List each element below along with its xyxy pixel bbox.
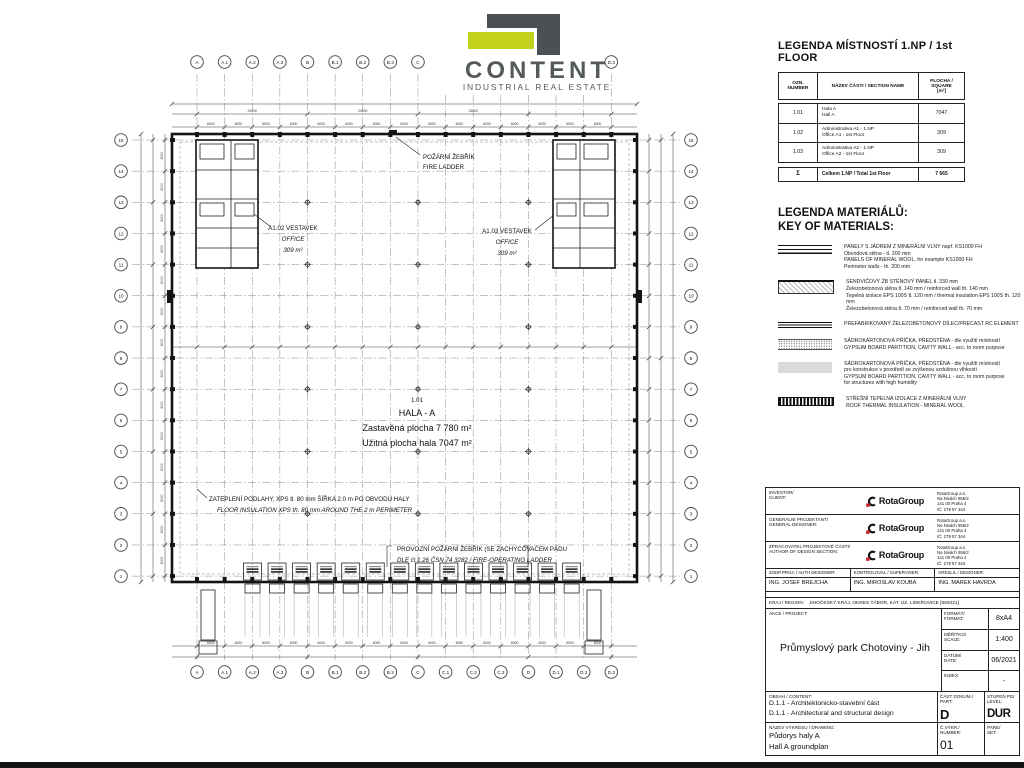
dock-leveler [491,584,506,593]
material-text: SÁDROKARTONOVÁ PŘÍČKA, PŘEDSTĚNA - dle využití místností pro konstrukce v prostředí se zvýšenou vzdušnou vlhkostí GYPSUM BOARD PARTITION, CAVITY WALL - acc. to room purpose for structures with high humidity [844,360,1005,387]
office-a2-label: 309 m² [497,250,517,257]
column-header-number: OZN. NUMBER [779,73,818,99]
room-area: 309 [937,129,946,136]
room-area: 309 [937,149,946,156]
dim-label: 6000 [455,122,464,126]
person-name: ING. MAREK HAVRDA [938,580,996,586]
dim-label: 9 [119,324,123,330]
dim-label: 14 [118,168,124,174]
dim-label: 6000 [160,432,164,440]
dim-label: 6000 [160,214,164,222]
dock-leveler [392,584,407,593]
project-name: Průmyslový park Chotoviny - Jih [780,642,930,655]
material-swatch-icon [778,339,832,350]
dim-label: 6000 [207,641,215,645]
dim-label: D.2 [580,669,588,675]
dim-label: B [305,59,310,65]
dim-label: 6000 [160,151,164,160]
dim-label: 8 [689,355,693,361]
dim-label: D.1 [552,669,560,675]
truck-trailer [587,590,601,640]
dim-label: 6000 [160,369,164,378]
dim-label: 13 [688,200,694,206]
dim-label: 6000 [427,122,436,126]
dim-label: 1 [119,573,123,579]
materials-title-cz: LEGENDA MATERIÁLŮ: [778,207,908,219]
dim-label: 6000 [160,338,164,347]
person-name: ING. MIROSLAV KOUBA [853,580,917,586]
meta-row [942,629,1019,650]
room-legend-sum-row [778,167,965,182]
dock-shelter [541,567,553,574]
dim-label: B.2 [359,59,367,65]
dim-label: A.2 [248,669,256,675]
dim-label: 6000 [289,641,298,645]
material-swatch-icon [778,322,832,329]
dim-label: 6000 [510,122,519,126]
dim-label: B [305,669,310,675]
dock-shelter [345,567,357,574]
material-item [778,338,1024,351]
dim-label: 1 [689,573,693,579]
floor-insulation-label: ZATEPLENÍ PODLAHY, XPS tl. 80 mm ŠÍŘKA 2.0 m PO OBVODU HALY [209,496,410,503]
content-logo-icon [468,14,560,55]
set-cell: PARE/ SET: [984,723,1019,755]
room-legend-body [778,103,965,163]
room-legend-title: LEGENDA MÍSTNOSTÍ 1.NP / 1st FLOOR [778,40,953,64]
dim-label: 2 [689,542,693,548]
dim-label: B.3 [386,669,394,675]
dim-label: 4 [119,480,123,486]
fire-ladder-label: POŽÁRNÍ ŽEBŘÍK [423,154,475,161]
rotagroup-logo: RotaGroup [853,542,937,568]
dock-leveler [294,584,309,593]
project-label: AKCE / PROJECT: [769,611,808,616]
dock-leveler [515,584,530,593]
company-address: RotaGroup a.s. Na Nivách 956/2 141 00 Praha 4 IČ: 279 57 344 [937,491,969,512]
door-mark [636,290,642,303]
number-cell: Č.VÝKR./ NUMBER: 01 [937,723,984,755]
room-number: 1.01 [779,104,818,123]
truck-trailer [201,590,215,640]
dock-leveler [368,584,383,593]
rotagroup-logo-icon [866,523,877,534]
project-row [766,608,1019,691]
company-role-label: INVESTOR/ CLIENT: [769,490,794,501]
company-rows [766,488,1019,568]
table-row [779,142,964,162]
office-a2-label: A1.03 VESTAVEK [482,228,532,235]
operating-ladder-label: PROVOZNÍ POŽÁRNÍ ŽEBŘÍK (SE ZACHYCOVAČEM PÁDU [397,546,568,553]
leader-line [396,137,420,155]
titleblock-company-row [766,541,1019,568]
dim-label: 6000 [207,122,215,126]
office-a1-label: 309 m² [283,247,303,254]
material-swatch-icon [778,245,832,254]
table-row [779,104,964,123]
dim-label: 6000 [160,307,164,316]
person-cell [766,569,850,591]
material-item [778,279,1024,312]
dim-label: B.1 [331,59,339,65]
dim-label: 3 [119,511,123,517]
dock-shelter [517,567,529,574]
dim-label: 24000 [468,109,478,113]
dim-label: 7 [689,387,693,392]
dim-label: 6000 [345,641,353,645]
person-name: ING. JOSEF BREJCHA [769,580,828,586]
content-en: D.1.1 - Architectural and structural design [769,709,894,717]
person-role-label: KRESLIL / DESIGNER: [935,569,1019,578]
material-swatch-icon [778,280,834,294]
dim-label: 4 [689,480,693,486]
material-swatch-icon [778,362,832,373]
content-logo-name: CONTENT [465,57,609,84]
title-block [765,487,1020,756]
dim-label: 6000 [160,556,164,565]
operating-ladder-label-en: DLE čl.1.26 ČSN 74 3282 / FIRE-OPERATING LADDER [397,557,552,564]
meta-value: 06/2021 [991,656,1017,664]
fire-ladder-mark [389,130,397,135]
dock-leveler [270,584,285,593]
dim-label: 6000 [160,494,164,502]
material-text: STŘEŠNÍ TEPELNÁ IZOLACE Z MINERÁLNÍ VLNY ROOF THERMAL INSULATION - MINERAL WOOL [846,395,967,409]
rotagroup-logo-icon [866,496,877,507]
sum-label: Celkem 1.NP / Total 1st Floor [818,168,919,181]
dim-label: 6000 [262,122,270,126]
dock-shelter [247,567,259,574]
dim-label: 6000 [483,122,491,126]
dock-shelter [369,567,381,574]
dock-leveler [319,584,334,593]
person-role-label: ZODP.PROJ. / AUTH.DESIGNER: [766,569,850,578]
column-header-area: PLOCHA / SQUARE [m²] [930,78,953,94]
drawing-en: Hall A groundplan [769,741,829,751]
sum-sign: Σ [779,168,818,181]
rotagroup-logo: RotaGroup [853,515,937,541]
office-block-a2 [553,140,615,268]
dim-label: 3 [689,511,693,517]
dim-label: 10 [118,293,124,299]
dim-label: 15 [688,137,694,143]
meta-label: MĚŘÍTKO/ SCALE: [942,630,989,650]
office-a1-label: A1.02 VESTAVEK [268,225,318,232]
material-text: PANELY S JÁDREM Z MINERÁLNÍ VLNY např. KS1000 FH Obvodová stěna - tl. 200 mm PANELS OF MINERAL WOOL, for example KS1000 FH Perimeter walls - th. 200 mm [844,244,982,270]
dock-leveler [245,584,260,593]
company-address: RotaGroup a.s. Na Nivách 956/2 141 00 Praha 4 IČ: 279 57 344 [937,545,969,566]
dock-shelter [394,567,406,574]
material-text: PREFABRIKOVANÝ ŽELEZOBETONOVÝ DÍLEC/PRECAST RC ELEMENT [844,321,1019,328]
dim-label: 6000 [566,122,574,126]
dock-leveler [564,584,579,593]
region-value: JIHOČESKÝ KRAJ, OKRES TÁBOR, KAT. ÚZ. LIDEŘOVICE [683421] [808,600,959,606]
titleblock-company-row [766,514,1019,541]
dim-label: 24000 [247,109,257,113]
meta-stack [941,609,1019,691]
dim-label: D.3 [607,669,615,675]
dim-label: A.3 [276,669,284,675]
room-area: 7047 [935,110,948,117]
materials-items [778,244,1024,409]
part-cell: ČÁST DOKUM./ PART: D [937,692,984,722]
meta-row [942,670,1019,691]
dim-label: 6000 [538,641,547,645]
dim-label: 6000 [455,641,464,645]
dock-shelter [418,567,430,574]
table-row [779,123,964,143]
region-label: KRAJ / REGION: [769,600,804,606]
dock-shelter [271,567,283,574]
level-value: DUR [987,707,1011,720]
number-value: 01 [940,737,954,752]
dim-label: 6000 [593,641,602,645]
drawing-row [766,722,1019,755]
dim-label: 6000 [400,641,408,645]
part-value: D [940,706,950,722]
room-name: Hala A Hall A [818,104,919,123]
rotagroup-logo: RotaGroup [853,488,937,514]
content-logo [437,10,637,95]
dim-label: 12 [118,231,124,237]
dock-shelter [443,567,455,574]
dim-label: A [195,669,199,675]
dim-label: 6000 [593,122,602,126]
content-logo-tagline: INDUSTRIAL REAL ESTATE [462,82,612,92]
floor-insulation-label-en: FLOOR INSULATION XPS th. 80 mm AROUND THE 2 m PERIMETER [217,507,413,514]
dim-label: 6000 [400,122,408,126]
meta-row [942,650,1019,671]
dock-shelter [566,567,578,574]
meta-row [942,609,1019,629]
content-row [766,691,1019,722]
content-label: OBSAH / CONTENT: [769,694,812,699]
dim-label: 9 [689,324,693,330]
dim-label: 11 [688,262,694,268]
room-legend [778,40,965,182]
office-a2-label: OFFICE [495,239,519,246]
dim-label: A.3 [276,59,284,65]
dim-label: 6000 [160,245,164,253]
sheet-bottom-strip [0,762,1024,768]
dim-label: 6000 [160,463,164,471]
dim-label: C [416,669,420,675]
dim-label: 6000 [234,641,243,645]
door-mark [167,290,173,303]
dim-label: C.2 [469,669,477,675]
meta-value: 1:400 [995,636,1013,644]
hall-name: HALA - A [398,408,436,418]
office-a1-label: OFFICE [281,236,305,243]
dim-label: B.3 [386,59,394,65]
material-item [778,396,1024,409]
hall-usable-area: Užitná plocha hala 7047 m² [362,438,472,448]
company-role-label: GENERÁLNÍ PROJEKTANT/ GENERAL DESIGNER: [769,517,829,528]
room-number: 1.02 [779,124,818,143]
person-cell [934,569,1019,591]
dim-label: B.1 [331,669,339,675]
dim-label: 6000 [160,525,164,534]
drawing-cz: Půdorys haly A [769,731,820,741]
region-row [766,597,1019,608]
dim-label: 13 [118,200,124,206]
material-item [778,361,1024,387]
dim-label: 2 [119,542,123,548]
room-name: Administrativa A1 - 1.NP Office A1 - 1st Floor [818,124,919,143]
room-number: 1.03 [779,143,818,162]
dim-label: A.2 [248,59,256,65]
dim-label: 6000 [289,122,298,126]
leader-line [535,215,554,230]
person-cell [850,569,935,591]
dim-label: 6 [119,418,123,424]
titleblock-company-row [766,488,1019,514]
dim-label: D [526,669,531,675]
level-cell: STUPEŇ PD/ LEVEL: DUR [984,692,1019,722]
dim-label: 6000 [427,641,436,645]
dim-label: 6000 [317,122,326,126]
material-swatch-icon [778,397,834,406]
dim-label: 6000 [160,276,164,284]
room-name: Administrativa A2 - 1.NP Office A2 - 1st Floor [818,143,919,162]
dim-label: 24000 [358,109,368,113]
dim-label: 6 [689,418,693,424]
dim-label: 6000 [234,122,243,126]
company-address: RotaGroup a.s. Na Nivách 956/2 141 00 Praha 4 IČ: 279 57 344 [937,518,969,539]
dock-leveler [540,584,555,593]
dim-label: 6000 [317,641,326,645]
dim-label: C [416,59,420,65]
dim-label: 7 [119,387,123,392]
dock-leveler [417,584,432,593]
hall-number: 1.01 [410,397,424,404]
office-block-a1 [196,140,258,268]
dock-shelter [467,567,479,574]
meta-value: 8xA4 [996,615,1012,623]
dim-label: 5 [119,449,123,455]
room-legend-header [778,72,965,100]
dim-label: 12 [688,231,694,237]
material-text: SENDVIČOVÝ ŽB STĚNOVÝ PANEL tl. 330 mm Železobetonová stěna tl. 140 mm / reinforced wall th. 140 mm Tepelná izolace EPS 100S tl. 120 mm / thermal insulation EPS 100S th. 120 mm Železobetonová stěna tl. 70 mm / reinforced wall th. 70 mm [846,279,1021,312]
dim-label: 5 [689,449,693,455]
dock-shelter [320,567,332,574]
dim-label: 6000 [483,641,491,645]
content-cz: D.1.1 - Architektonicko-stavební část [769,700,880,708]
person-role-label: KONTROLOVAL / SUPERVISER: [851,569,935,578]
dim-label: 10 [688,293,694,299]
dim-label: C.1 [442,669,450,675]
material-item [778,244,1024,270]
dim-label: 6000 [372,122,381,126]
dim-label: 6000 [510,641,519,645]
fire-ladder-label-en: FIRE LADDER [423,164,464,171]
material-item [778,321,1024,329]
column-header-name: NÁZEV ČÁSTI / SECTION NAME [818,73,919,99]
dim-label: 6000 [345,122,353,126]
meta-label: DATUM/ DATE: [942,651,989,671]
dim-label: 6000 [538,122,547,126]
dim-label: 6000 [160,401,164,409]
meta-label: INDEX: [942,671,989,691]
dock-leveler [343,584,358,593]
dim-label: 15 [118,137,124,143]
dim-label: A [195,59,199,65]
materials-legend [778,206,1024,418]
dim-label: 14 [688,168,694,174]
dim-label: 11 [118,262,124,268]
dim-label: 6000 [262,641,270,645]
dock-shelter [492,567,504,574]
rotagroup-logo-icon [866,550,877,561]
dim-label: 6000 [566,641,574,645]
drawing-label: NÁZEV VÝKRESU / DRAWING: [769,725,835,730]
meta-value: - [1002,677,1006,685]
leader-line [197,489,207,498]
dim-label: 6000 [372,641,381,645]
dim-label: C.3 [497,669,505,675]
designers-row [766,568,1019,591]
dim-label: D.3 [607,59,615,65]
dock-shelter [296,567,308,574]
company-role-label: ZPRACOVATEL PROJEKTOVÉ ČÁSTI/ AUTHOR OF DESIGN SECTION: [769,544,851,555]
materials-title-en: KEY OF MATERIALS: [778,221,894,233]
dock-leveler [441,584,456,593]
dim-label: 8 [119,355,123,361]
dim-label: A.1 [221,59,229,65]
sum-area: 7 665 [935,171,948,177]
meta-label: FORMÁT/ FORMAT: [942,609,989,629]
dim-label: 6000 [160,182,164,191]
material-text: SÁDROKARTONOVÁ PŘÍČKA, PŘEDSTĚNA - dle využití místností GYPSUM BOARD PARTITION, CAVITY WALL - acc. to room purpose [844,338,1005,351]
dim-label: A.1 [221,669,229,675]
hall-built-area: Zastavěná plocha 7 780 m² [362,423,472,433]
dim-label: B.2 [359,669,367,675]
bracket-line [387,546,392,567]
